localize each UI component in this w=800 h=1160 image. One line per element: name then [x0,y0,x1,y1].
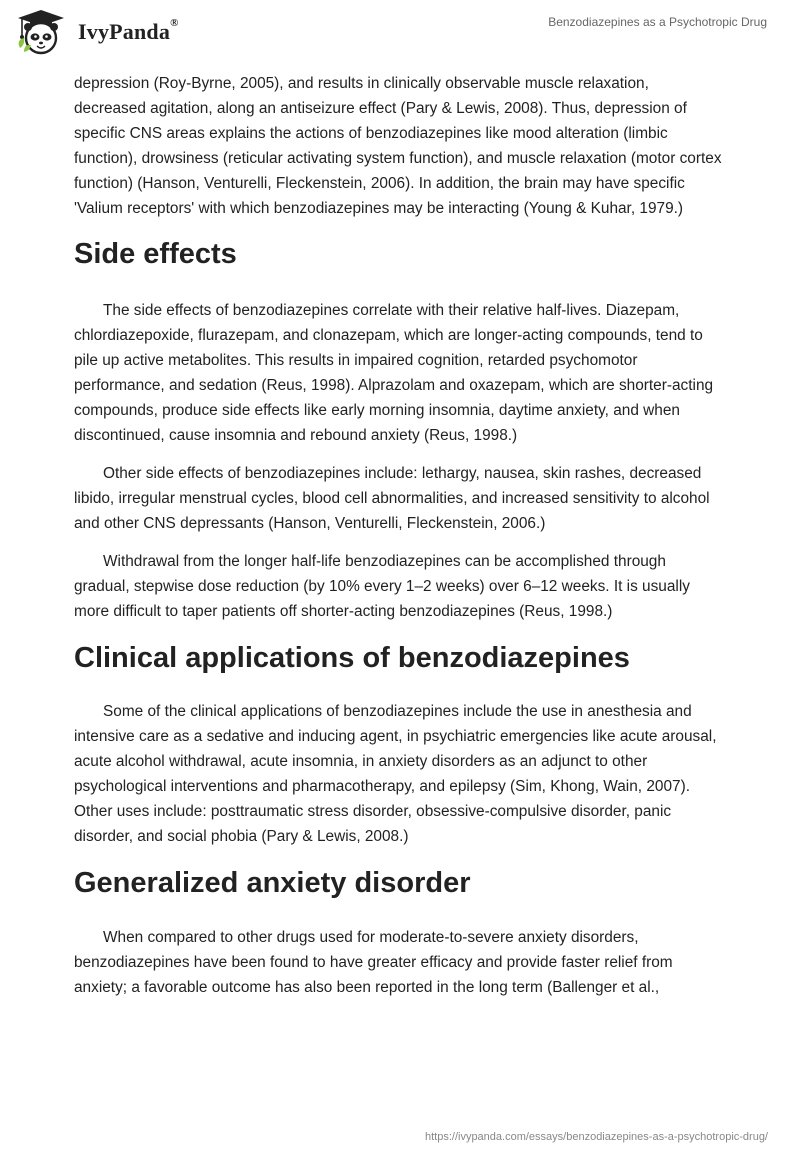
brand-name: IvyPanda® [78,17,179,44]
section-heading-side-effects: Side effects [74,238,237,270]
section-heading-clinical-applications: Clinical applications of benzodiazepines [74,642,630,674]
ivypanda-logo[interactable] [14,8,179,56]
side-effects-paragraph-3: Withdrawal from the longer half-life benzodiazepines can be accomplished through gradual, stepwise dose reduction (by 10% every 1–2 weeks) over 6–12 weeks. It is usually more difficult to taper patients off shorter-acting benzodiazepines (Reus, 1998.) [74,553,690,620]
intro-paragraph: depression (Roy-Byrne, 2005), and results in clinically observable muscle relaxation, decreased agitation, along an antiseizure effect (Pary & Lewis, 2008). Thus, depression of specific CNS areas explains the actions of benzodiazepines like mood alteration (limbic function), drowsiness (reticular activating system function), and muscle relaxation (motor cortex function) (Hanson, Venturelli, Fleckenstein, 2006). In addition, the brain may have specific 'Valium receptors' with which benzodiazepines may be interacting (Young & Kuhar, 1979.) [74,75,722,217]
generalized-anxiety-paragraph: When compared to other drugs used for moderate-to-severe anxiety disorders, benzodiazepines have been found to have greater efficacy and provide faster relief from anxiety; a favorable outcome has also been reported in the long term (Ballenger et al., [74,929,673,996]
footer-source-url[interactable]: https://ivypanda.com/essays/benzodiazepines-as-a-psychotropic-drug/ [424,1131,768,1143]
clinical-applications-paragraph: Some of the clinical applications of benzodiazepines include the use in anesthesia and intensive care as a sedative and inducing agent, in psychiatric emergencies like acute arousal, acute alcohol withdrawal, acute insomnia, in anxiety disorders as an adjunct to other psychological interventions and pharmacotherapy, and epilepsy (Sim, Khong, Wain, 2007). Other uses include: posttraumatic stress disorder, obsessive-compulsive disorder, panic disorder, and social phobia (Pary & Lewis, 2008.) [74,703,717,845]
document-title: Benzodiazepines as a Psychotropic Drug [548,15,767,29]
page-header [0,0,800,70]
side-effects-paragraph-1: The side effects of benzodiazepines correlate with their relative half-lives. Diazepam, chlordiazepoxide, flurazepam, and clonazepam, which are longer-acting compounds, tend to pile up active metabolites. This results in impaired cognition, retarded psychomotor performance, and sedation (Reus, 1998). Alprazolam and oxazepam, which are shorter-acting compounds, produce side effects like early morning insomnia, daytime anxiety, and when discontinued, cause insomnia and rebound anxiety (Reus, 1998.) [74,302,714,444]
side-effects-paragraph-2: Other side effects of benzodiazepines include: lethargy, nausea, skin rashes, decreased libido, irregular menstrual cycles, blood cell abnormalities, and increased sensitivity to alcohol and other CNS depressants (Hanson, Venturelli, Fleckenstein, 2006.) [74,465,710,532]
panda-graduate-icon [14,8,68,56]
essay-content [74,71,724,1013]
section-heading-generalized-anxiety: Generalized anxiety disorder [74,867,471,899]
